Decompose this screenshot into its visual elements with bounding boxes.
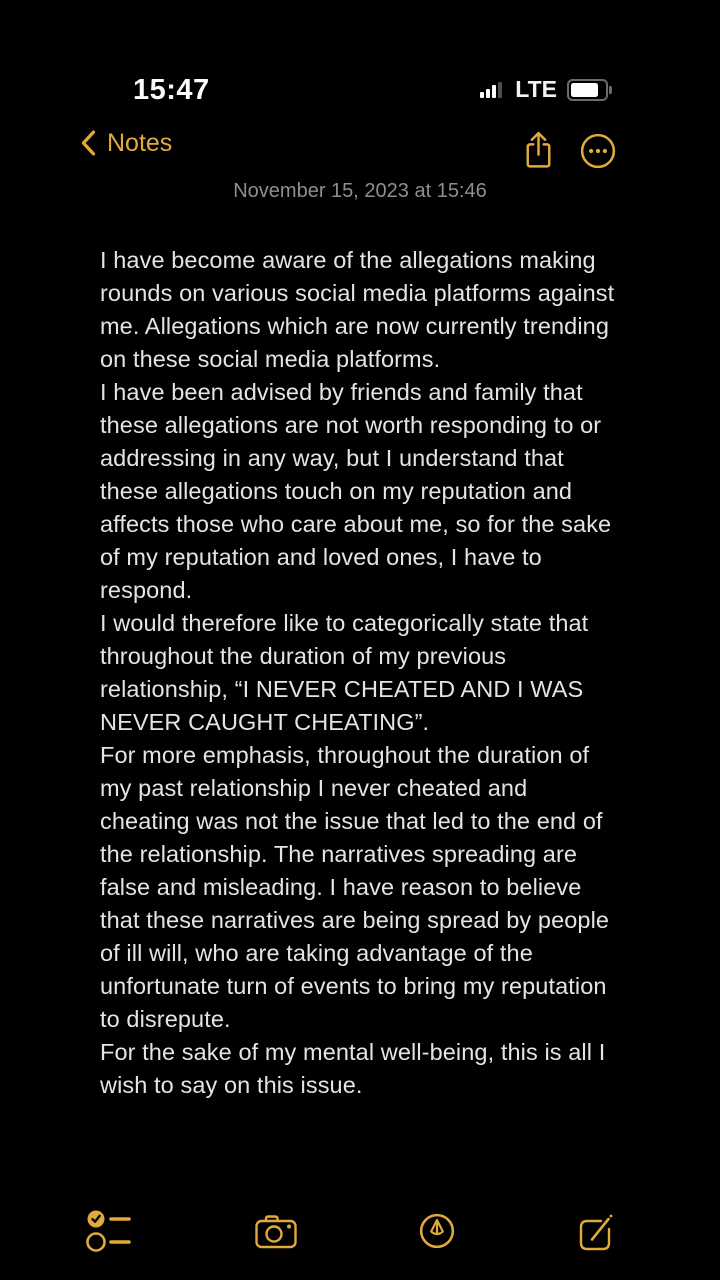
camera-icon <box>254 1212 298 1250</box>
nav-actions <box>523 130 616 174</box>
ellipsis-circle-icon <box>580 133 616 169</box>
chevron-left-icon <box>78 128 98 158</box>
back-button-label: Notes <box>107 128 173 157</box>
more-options-button[interactable] <box>580 133 616 172</box>
bottom-toolbar <box>0 1200 720 1264</box>
note-paragraph: I have been advised by friends and family that these allegations are not worth responding to or addressing in any way, but I understand that these allegations touch on my reputation and affects those who care about me, so for the sake of my reputation and loved ones, I have to respond. <box>100 379 612 603</box>
note-paragraph: For more emphasis, throughout the duration of my past relationship I never cheated and cheating was not the issue that led to the end of the relationship. The narratives spreading are false and misleading. I have reason to believe that these narratives are being spread by people of ill will, who are taking advantage of the unfortunate turn of events to bring my reputation to disrepute. <box>100 742 610 1032</box>
note-paragraph: For the sake of my mental well-being, this is all I wish to say on this issue. <box>100 1039 606 1098</box>
note-content[interactable] <box>100 244 622 1102</box>
checklist-button[interactable] <box>86 1208 134 1257</box>
battery-nub <box>609 86 612 94</box>
navigation-bar <box>0 128 720 174</box>
checklist-icon <box>86 1208 134 1254</box>
network-type-label: LTE <box>515 76 557 102</box>
status-indicators <box>480 76 608 103</box>
camera-button[interactable] <box>254 1212 298 1253</box>
note-paragraph: I would therefore like to categorically state that throughout the duration of my previous relationship, “I NEVER CHEATED AND I WAS NEVER CAUGHT CHEATING”. <box>100 610 589 735</box>
note-timestamp: November 15, 2023 at 15:46 <box>233 180 487 202</box>
share-icon <box>523 130 554 171</box>
compose-button[interactable] <box>576 1210 616 1255</box>
share-button[interactable] <box>523 130 554 174</box>
cellular-signal-icon <box>480 81 505 99</box>
markup-button[interactable] <box>418 1212 456 1253</box>
compose-icon <box>576 1210 616 1252</box>
battery-icon <box>567 79 608 101</box>
back-to-notes-button[interactable] <box>78 128 172 158</box>
note-paragraph: I have become aware of the allegations making rounds on various social media platforms against me. Allegations which are now currently trending on these social media platforms. <box>100 247 615 372</box>
status-bar <box>0 70 720 112</box>
status-time: 15:47 <box>133 74 210 106</box>
markup-pen-icon <box>418 1212 456 1250</box>
battery-fill <box>571 83 598 97</box>
